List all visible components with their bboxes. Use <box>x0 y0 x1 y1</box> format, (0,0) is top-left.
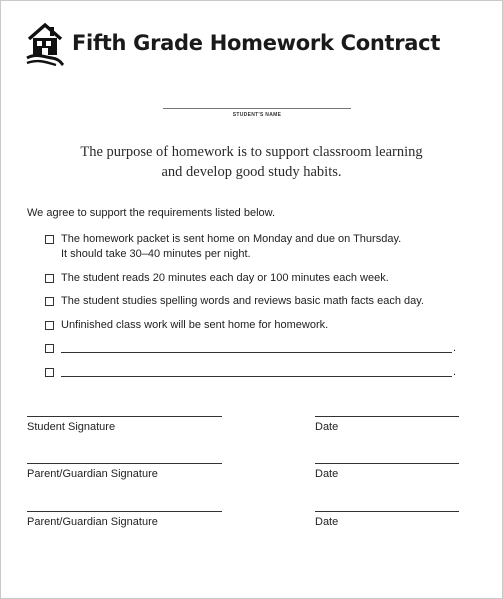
student-signature-field[interactable] <box>27 416 222 417</box>
line-end-period: . <box>453 366 457 378</box>
checkbox[interactable] <box>45 235 54 244</box>
requirement-text-continued: It should take 30–40 minutes per night. <box>61 248 251 260</box>
guardian-date-field[interactable] <box>315 511 459 512</box>
parent-signature-label: Parent/Guardian Signature <box>27 468 158 480</box>
list-item <box>45 294 424 309</box>
student-date-field[interactable] <box>315 416 459 417</box>
student-signature-label: Student Signature <box>27 421 116 433</box>
checkbox[interactable] <box>45 344 54 353</box>
list-item <box>45 318 328 333</box>
parent-signature-field[interactable] <box>27 463 222 464</box>
house-on-road-icon <box>26 22 64 66</box>
student-date-label: Date <box>315 421 339 433</box>
student-name-caption: STUDENT'S NAME <box>232 112 282 118</box>
list-item <box>45 271 389 286</box>
requirement-text: The student reads 20 minutes each day or 100 minutes each week. <box>61 272 389 284</box>
guardian-date-label: Date <box>315 516 339 528</box>
purpose-statement <box>0 142 503 182</box>
purpose-line-1: The purpose of homework is to support classroom learning <box>80 144 423 160</box>
student-name-field[interactable] <box>163 108 351 109</box>
requirement-text: The student studies spelling words and reviews basic math facts each day. <box>61 295 424 307</box>
list-item <box>45 232 401 262</box>
guardian-signature-field[interactable] <box>27 511 222 512</box>
custom-requirement-field[interactable] <box>61 341 452 353</box>
custom-requirement-field[interactable] <box>61 365 452 377</box>
parent-date-field[interactable] <box>315 463 459 464</box>
checkbox[interactable] <box>45 321 54 330</box>
list-item <box>45 365 456 380</box>
checkbox[interactable] <box>45 368 54 377</box>
checkbox[interactable] <box>45 297 54 306</box>
page-title: Fifth Grade Homework Contract <box>72 31 441 55</box>
agreement-intro: We agree to support the requirements listed below. <box>27 207 276 219</box>
parent-date-label: Date <box>315 468 339 480</box>
purpose-line-2: and develop good study habits. <box>161 164 342 180</box>
line-end-period: . <box>453 342 457 354</box>
requirement-text: The homework packet is sent home on Monday and due on Thursday. <box>61 233 402 245</box>
list-item <box>45 341 456 356</box>
requirement-text: Unfinished class work will be sent home for homework. <box>61 319 329 331</box>
checkbox[interactable] <box>45 274 54 283</box>
guardian-signature-label: Parent/Guardian Signature <box>27 516 158 528</box>
